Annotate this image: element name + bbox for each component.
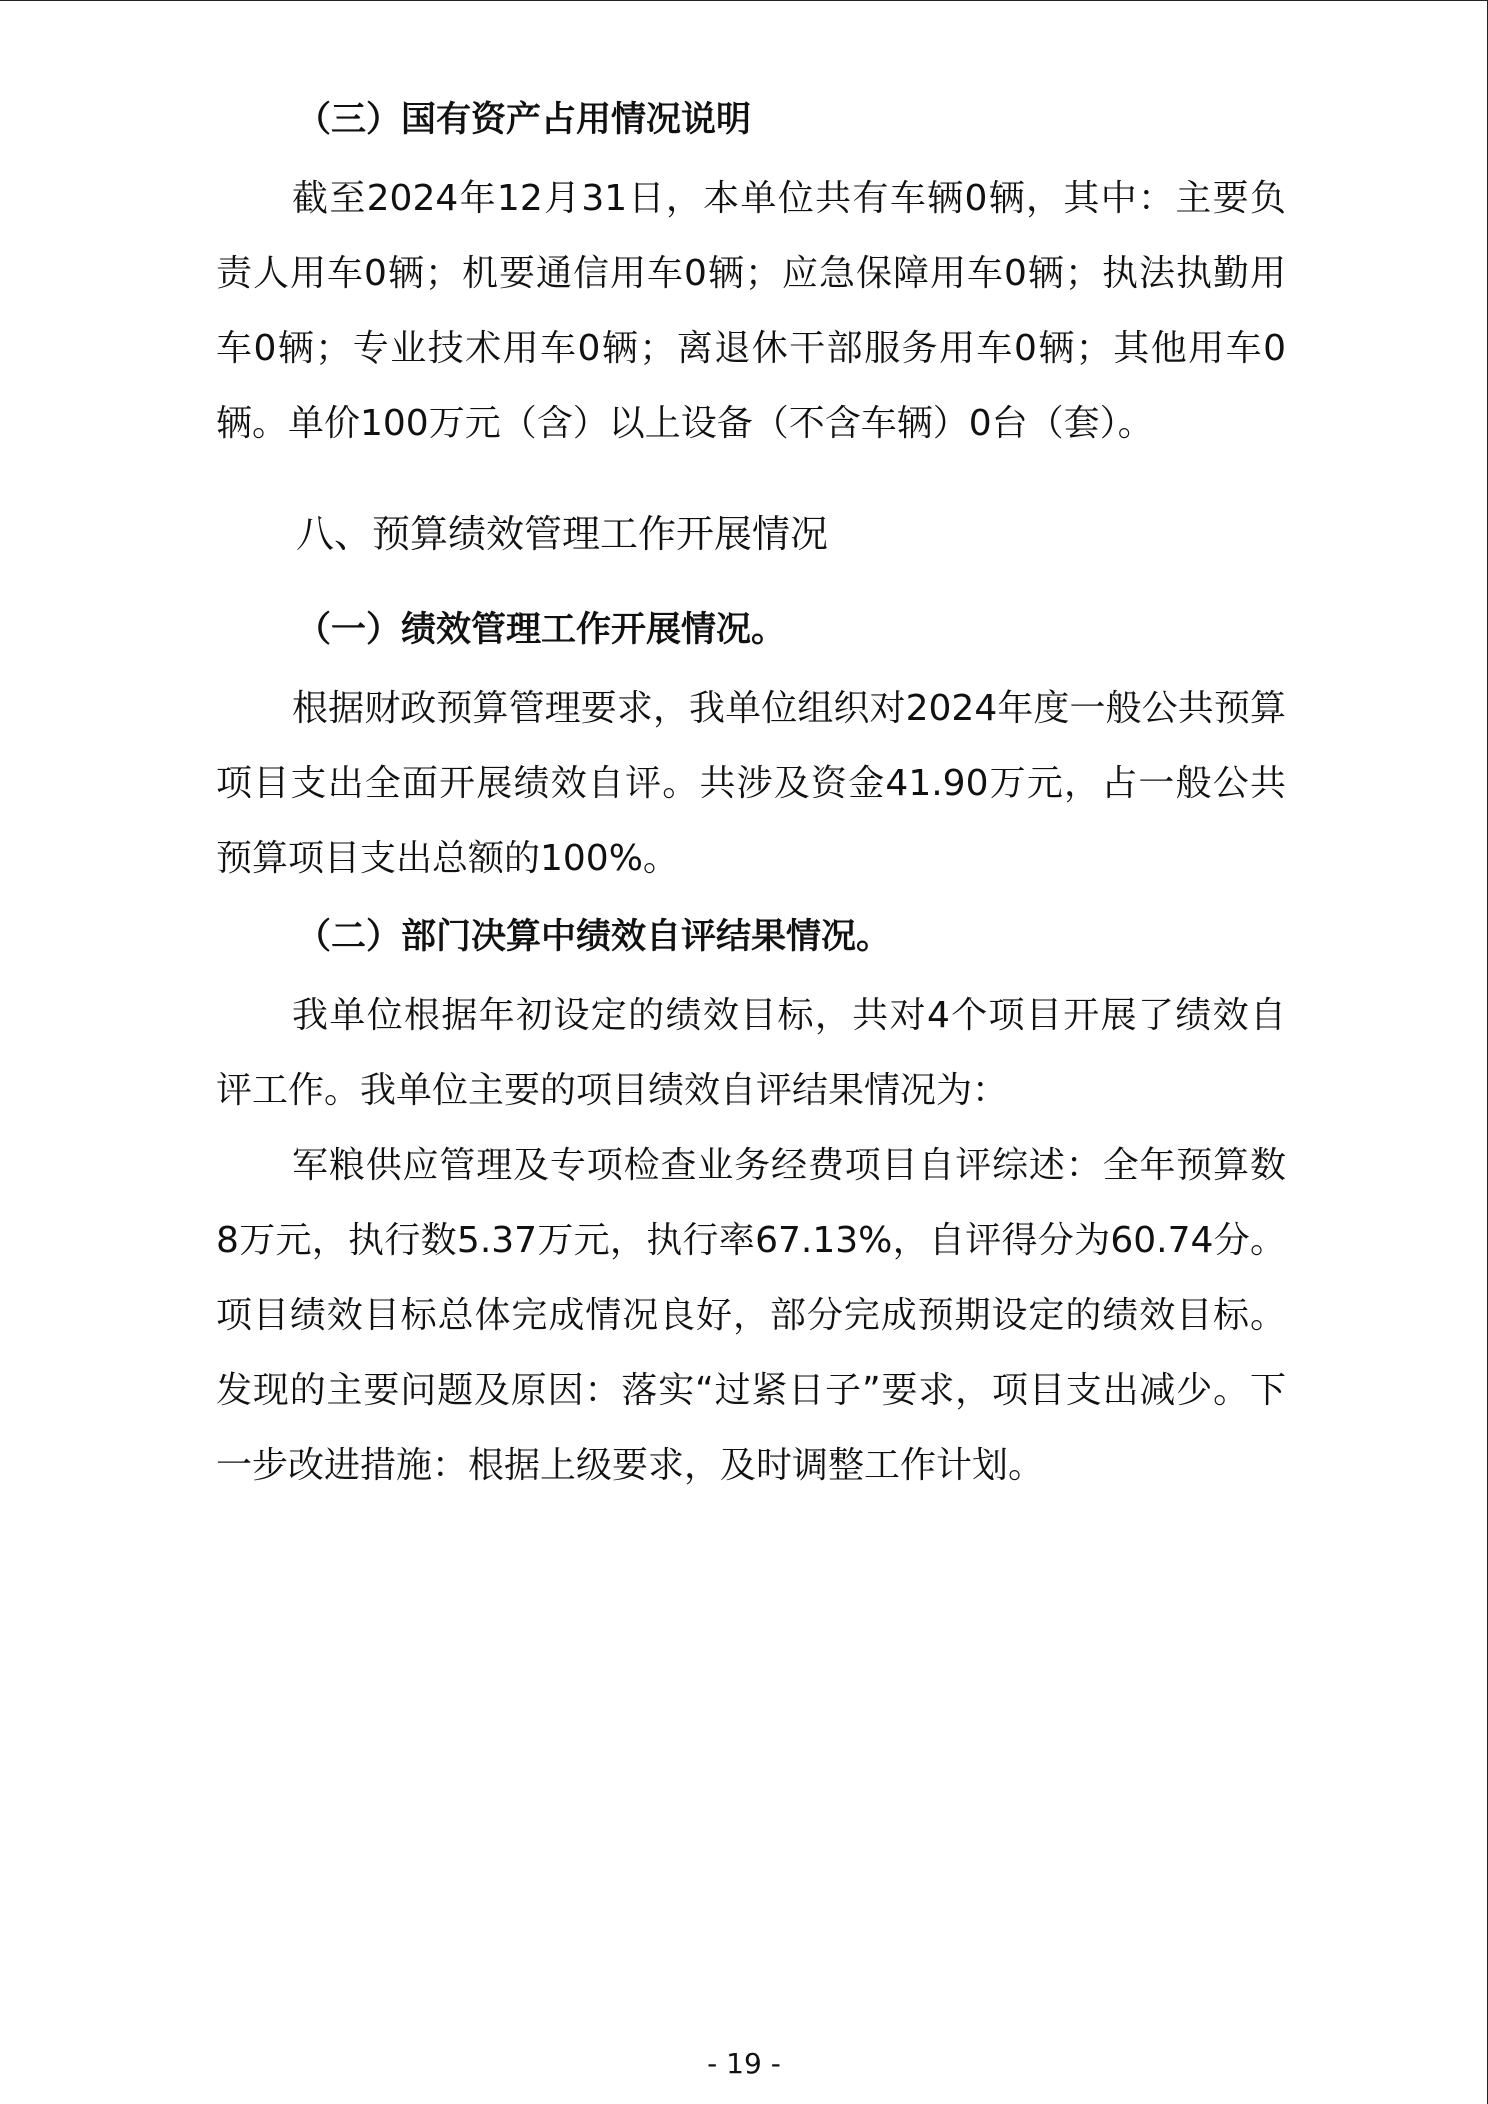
section-3-heading: （三）国有资产占用情况说明 bbox=[296, 100, 752, 140]
chapter-8-heading: 八、预算绩效管理工作开展情况 bbox=[296, 512, 829, 556]
page-number: - 19 - bbox=[707, 2047, 781, 2080]
section-8-2-paragraph-1: 我单位根据年初设定的绩效目标，共对4个项目开展了绩效自评工作。我单位主要的项目绩效自评结果情况为： bbox=[216, 995, 1286, 1111]
section-8-1-heading: （一）绩效管理工作开展情况。 bbox=[296, 610, 787, 650]
section-8-2-paragraph-2: 军粮供应管理及专项检查业务经费项目自评综述：全年预算数8万元，执行数5.37万元，执行率67.13%，自评得分为60.74分。项目绩效目标总体完成情况良好，部分完成预期设定的绩效目标。发现的主要问题及原因：落实“过紧日子”要求，项目支出减少。下一步改进措施：根据上级要求，及时调整工作计划。 bbox=[216, 1145, 1286, 1486]
section-8-1-paragraph: 根据财政预算管理要求，我单位组织对2024年度一般公共预算项目支出全面开展绩效自评。共涉及资金41.90万元，占一般公共预算项目支出总额的100%。 bbox=[216, 688, 1286, 879]
section-3-paragraph: 截至2024年12月31日，本单位共有车辆0辆，其中：主要负责人用车0辆；机要通信用车0辆；应急保障用车0辆；执法执勤用车0辆；专业技术用车0辆；离退休干部服务用车0辆；其他用车0辆。单价100万元（含）以上设备（不含车辆）0台（套）。 bbox=[216, 178, 1286, 444]
page-content bbox=[216, 97, 1286, 1503]
section-8-2-heading: （二）部门决算中绩效自评结果情况。 bbox=[296, 917, 892, 957]
